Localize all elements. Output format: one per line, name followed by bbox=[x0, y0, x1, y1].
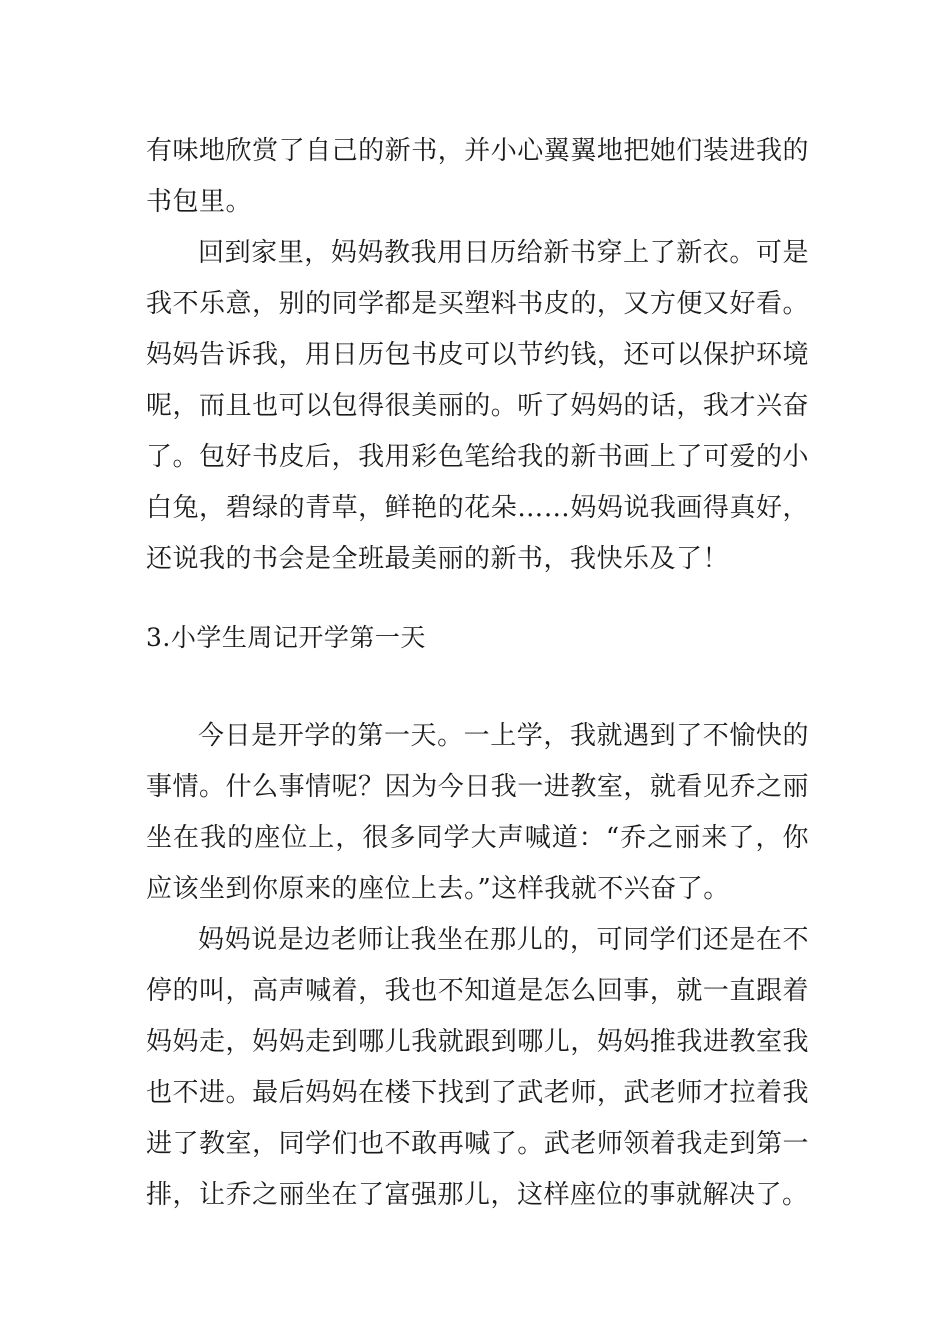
paragraph-book-cover: 回到家里，妈妈教我用日历给新书穿上了新衣。可是我不乐意，别的同学都是买塑料书皮的，又方便又好看。妈妈告诉我，用日历包书皮可以节约钱，还可以保护环境呢，而且也可以包得很美丽的。听了妈妈的话，我才兴奋了。包好书皮后，我用彩色笔给我的新书画上了可爱的小白兔，碧绿的青草，鲜艳的花朵……妈妈说我画得真好，还说我的书会是全班最美丽的新书，我快乐及了！ bbox=[146, 238, 809, 574]
paragraph-seat-resolved: 妈妈说是边老师让我坐在那儿的，可同学们还是在不停的叫，高声喊着，我也不知道是怎么回事，就一直跟着妈妈走，妈妈走到哪儿我就跟到哪儿，妈妈推我进教室我也不进。最后妈妈在楼下找到了武老师，武老师才拉着我进了教室，同学们也不敢再喊了。武老师领着我走到第一排，让乔之丽坐在了富强那儿，这样座位的事就解决了。 bbox=[146, 925, 809, 1210]
section-heading: 3.小学生周记开学第一天 bbox=[146, 623, 426, 652]
paragraph-continued: 有味地欣赏了自己的新书，并小心翼翼地把她们装进我的书包里。 bbox=[146, 136, 809, 217]
paragraph-first-day: 今日是开学的第一天。一上学，我就遇到了不愉快的事情。什么事情呢？因为今日我一进教室，就看见乔之丽坐在我的座位上，很多同学大声喊道：“乔之丽来了，你应该坐到你原来的座位上去。”这样我就不兴奋了。 bbox=[146, 721, 809, 904]
section-spacer bbox=[146, 663, 809, 711]
document-body bbox=[146, 126, 809, 1221]
